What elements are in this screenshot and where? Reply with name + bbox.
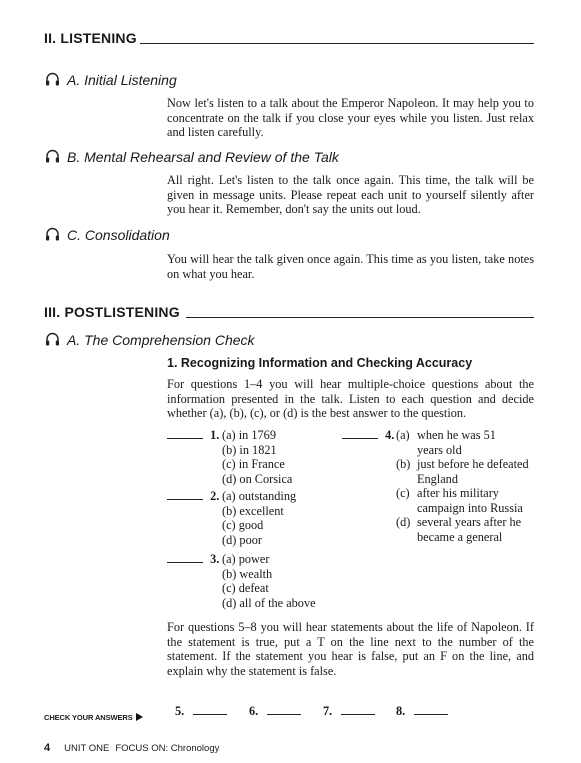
tf-blank-6[interactable]	[267, 714, 301, 715]
consolidation-heading	[44, 226, 170, 243]
mc-instructions: For questions 1–4 you will hear multiple-choice questions about the information presented in the talk. Listen to each question and decide whether (a), (b), (c), or (d) is the best answer to the question.	[167, 377, 534, 420]
page-number: 4	[44, 742, 51, 754]
footer-focus: FOCUS ON: Chronology	[115, 743, 220, 754]
option-d: (d) all of the above	[222, 595, 316, 610]
tf-instructions: For questions 5–8 you will hear statements about the life of Napoleon. If the statement is true, put a T on the line next to the number of the statement. If the statement you hear is false, put an F on the line, and explain why the statement is false.	[167, 620, 534, 678]
initial-listening-title: A. Initial Listening	[67, 71, 177, 88]
tf-number: 5.	[175, 704, 185, 718]
question-1-options	[222, 428, 292, 486]
initial-listening-heading	[44, 71, 177, 88]
option-b-label: (b)	[396, 457, 411, 471]
check-answers-label	[44, 708, 143, 726]
listening-title: II. LISTENING	[44, 30, 137, 46]
question-1	[167, 428, 219, 443]
answer-blank-2[interactable]	[167, 499, 203, 500]
answer-blank-4[interactable]	[342, 438, 378, 439]
option-c-line1: after his military	[417, 486, 499, 500]
headphones-icon	[44, 331, 61, 348]
answer-blank-1[interactable]	[167, 438, 203, 439]
footer-unit: UNIT ONE	[64, 743, 110, 754]
check-answers-text: CHECK YOUR ANSWERS	[44, 712, 133, 722]
option-d-line1: several years after he	[417, 515, 522, 529]
option-c: (c) in France	[222, 457, 285, 471]
option-b: (b) wealth	[222, 566, 273, 581]
tf-number: 7.	[323, 704, 333, 718]
question-4-option-labels	[396, 428, 416, 530]
tf-answer-7	[323, 704, 375, 719]
option-c-label: (c)	[396, 486, 410, 500]
postlistening-section-header	[44, 304, 534, 322]
question-number: 1.	[210, 428, 220, 442]
option-d: (d) poor	[222, 532, 262, 547]
question-number: 4.	[385, 428, 395, 442]
option-b-line2: England	[417, 471, 458, 486]
listening-rule	[140, 43, 534, 44]
option-d-label: (d)	[396, 515, 411, 529]
option-c-line2: campaign into Russia	[417, 500, 523, 515]
mental-rehearsal-text: All right. Let's listen to the talk once again. This time, the talk will be given in message units. Please repeat each unit to yourself silently after you hear it. Remember, don't say the units out loud.	[167, 173, 534, 216]
headphones-icon	[44, 226, 61, 243]
question-number: 2.	[210, 489, 220, 503]
question-2-options	[222, 489, 296, 547]
question-3-options	[222, 552, 316, 610]
tf-answer-8	[396, 704, 448, 719]
recognizing-info-subtitle: 1. Recognizing Information and Checking Accuracy	[167, 356, 473, 370]
mental-rehearsal-heading	[44, 148, 339, 165]
headphones-icon	[44, 71, 61, 88]
postlistening-title: III. POSTLISTENING	[44, 304, 180, 320]
question-2	[167, 489, 219, 504]
option-b: (b) in 1821	[222, 442, 277, 457]
option-a-line2: years old	[417, 442, 462, 457]
tf-answer-5	[175, 704, 227, 719]
tf-answer-6	[249, 704, 301, 719]
option-d: (d) on Corsica	[222, 471, 293, 486]
option-a: (a) outstanding	[222, 489, 297, 503]
page-footer	[44, 742, 219, 754]
tf-number: 6.	[249, 704, 259, 718]
answer-blank-3[interactable]	[167, 562, 203, 563]
option-c: (c) good	[222, 518, 264, 532]
question-3	[167, 552, 219, 567]
comprehension-check-heading	[44, 331, 255, 348]
initial-listening-text: Now let's listen to a talk about the Emperor Napoleon. It may help you to concentrate on the talk if you close your eyes while you listen. Just relax and listen carefully.	[167, 96, 534, 139]
option-a-line1: when he was 51	[417, 428, 496, 442]
listening-section-header	[44, 30, 534, 48]
mental-rehearsal-title: B. Mental Rehearsal and Review of the Talk	[67, 148, 339, 165]
option-b-line1: just before he defeated	[417, 457, 529, 471]
tf-number: 8.	[396, 704, 406, 718]
option-a: (a) in 1769	[222, 428, 276, 442]
question-4	[342, 428, 394, 443]
question-4-options	[417, 428, 537, 544]
postlistening-rule	[186, 317, 534, 318]
tf-blank-5[interactable]	[193, 714, 227, 715]
consolidation-title: C. Consolidation	[67, 226, 170, 243]
option-d-line2: became a general	[417, 529, 503, 544]
option-a-label: (a)	[396, 428, 410, 442]
arrow-right-icon	[136, 708, 143, 726]
tf-blank-7[interactable]	[341, 714, 375, 715]
comprehension-check-title: A. The Comprehension Check	[67, 331, 255, 348]
option-c: (c) defeat	[222, 581, 269, 595]
option-b: (b) excellent	[222, 503, 284, 518]
headphones-icon	[44, 148, 61, 165]
question-number: 3.	[210, 552, 220, 566]
consolidation-text: You will hear the talk given once again. This time as you listen, take notes on what you hear.	[167, 252, 534, 281]
option-a: (a) power	[222, 552, 270, 566]
tf-blank-8[interactable]	[414, 714, 448, 715]
